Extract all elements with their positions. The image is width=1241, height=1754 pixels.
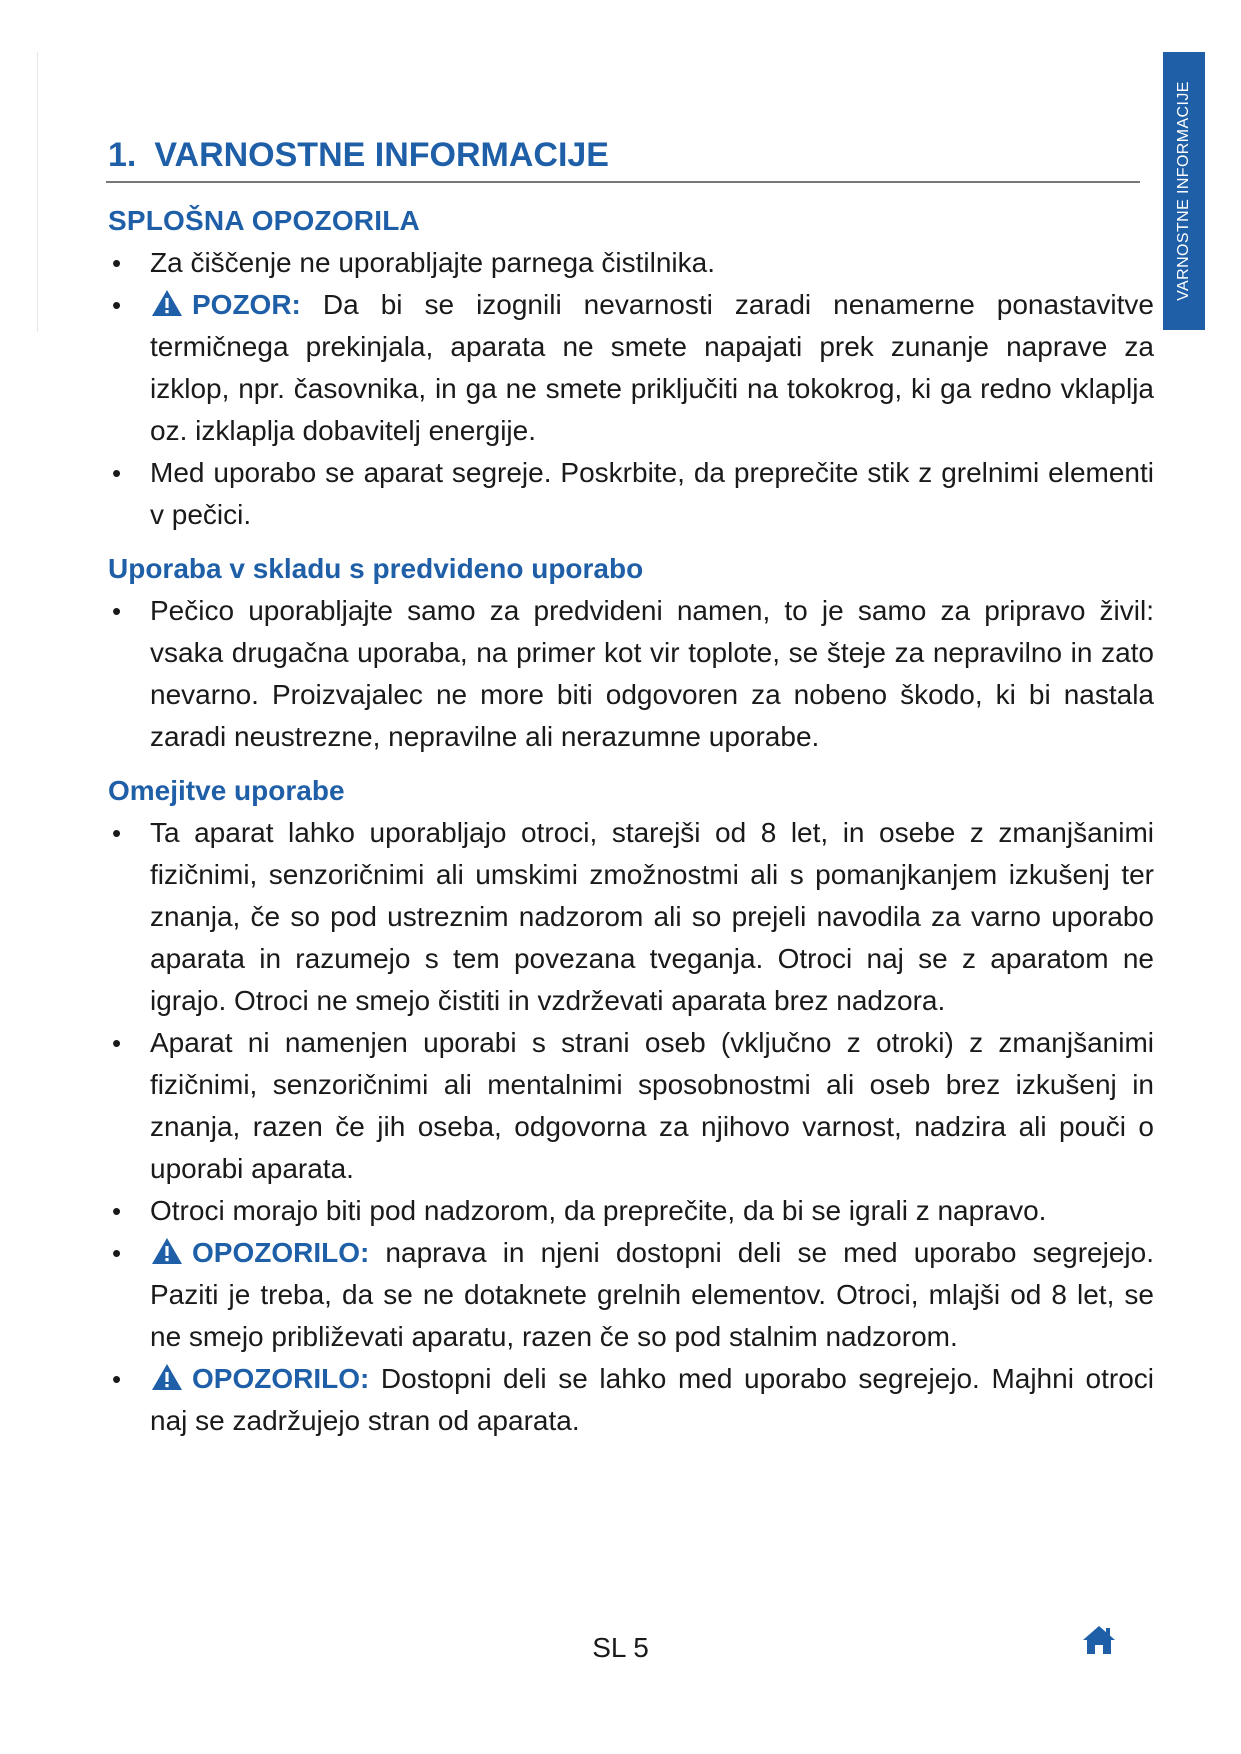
list-item: • OPOZORILO: Dostopni deli se lahko med uporabo segrejejo. Majhni otroci naj se zadržujejo stran od aparata.: [108, 1358, 1154, 1442]
list-item: • Otroci morajo biti pod nadzorom, da preprečite, da bi se igrali z napravo.: [108, 1190, 1154, 1232]
heading-rule: [106, 181, 1140, 183]
warning-triangle-icon: [150, 288, 184, 318]
heading-title: VARNOSTNE INFORMACIJE: [154, 136, 609, 174]
list-item: • Ta aparat lahko uporabljajo otroci, starejši od 8 let, in osebe z zmanjšanimi fizičnimi, senzoričnimi ali umskimi zmožnostmi ali s pomanjkanjem izkušenj ter znanja, če so pod ustreznim nadzorom ali so prejeli navodila za varno uporabo aparata in razumejo s tem povezana tveganja. Otroci naj se z aparatom ne igrajo. Otroci ne smejo čistiti in vzdrževati aparata brez nadzora.: [108, 812, 1154, 1022]
list-item: • Za čiščenje ne uporabljajte parnega čistilnika.: [108, 242, 1154, 284]
list-item: • POZOR: Da bi se izognili nevarnosti zaradi nenamerne ponastavitve termičnega prekinjala, aparata ne smete napajati prek zunanje naprave za izklop, npr. časovnika, in ga ne smete priključiti na tokokrog, ki ga redno vklaplja oz. izklaplja dobavitelj energije.: [108, 284, 1154, 452]
page-heading: [108, 136, 609, 175]
usage-limits-list: [108, 812, 1154, 1442]
side-tab-label: VARNOSTNE INFORMACIJE: [1175, 81, 1192, 301]
page-number: SL 5: [592, 1632, 649, 1663]
left-margin-rule: [37, 52, 38, 332]
warning-triangle-icon: [150, 1362, 184, 1392]
warning-label: POZOR:: [192, 289, 301, 320]
home-icon[interactable]: [1082, 1624, 1116, 1656]
intended-use-list: [108, 590, 1154, 758]
warning-label: OPOZORILO:: [192, 1237, 370, 1268]
section-title-general-warnings: SPLOŠNA OPOZORILA: [108, 205, 420, 236]
warning-label: OPOZORILO:: [192, 1363, 370, 1394]
heading-number: 1.: [108, 136, 137, 174]
list-item: • Aparat ni namenjen uporabi s strani oseb (vključno z otroki) z zmanjšanimi fizičnimi, senzoričnimi ali mentalnimi sposobnostmi ali oseb brez izkušenj in znanja, razen če jih oseba, odgovorna za njihovo varnost, nadzira ali pouči o uporabi aparata.: [108, 1022, 1154, 1190]
list-item: • OPOZORILO: naprava in njeni dostopni deli se med uporabo segrejejo. Paziti je treba, da se ne dotaknete grelnih elementov. Otroci, mlajši od 8 let, se ne smejo približevati aparatu, razen če so pod stalnim nadzorom.: [108, 1232, 1154, 1358]
side-section-tab: [1163, 52, 1205, 330]
section-title-intended-use: Uporaba v skladu s predvideno uporabo: [108, 553, 644, 584]
list-item: • Med uporabo se aparat segreje. Poskrbite, da preprečite stik z grelnimi elementi v pečici.: [108, 452, 1154, 536]
general-warnings-list: [108, 242, 1154, 536]
page-content: [108, 200, 1154, 1442]
list-item: • Pečico uporabljajte samo za predvideni namen, to je samo za pripravo živil: vsaka drugačna uporaba, na primer kot vir toplote, se šteje za nepravilno in zato nevarno. Proizvajalec ne more biti odgovoren za nobeno škodo, ki bi nastala zaradi neustrezne, nepravilne ali nerazumne uporabe.: [108, 590, 1154, 758]
warning-triangle-icon: [150, 1236, 184, 1266]
section-title-usage-limits: Omejitve uporabe: [108, 775, 345, 806]
